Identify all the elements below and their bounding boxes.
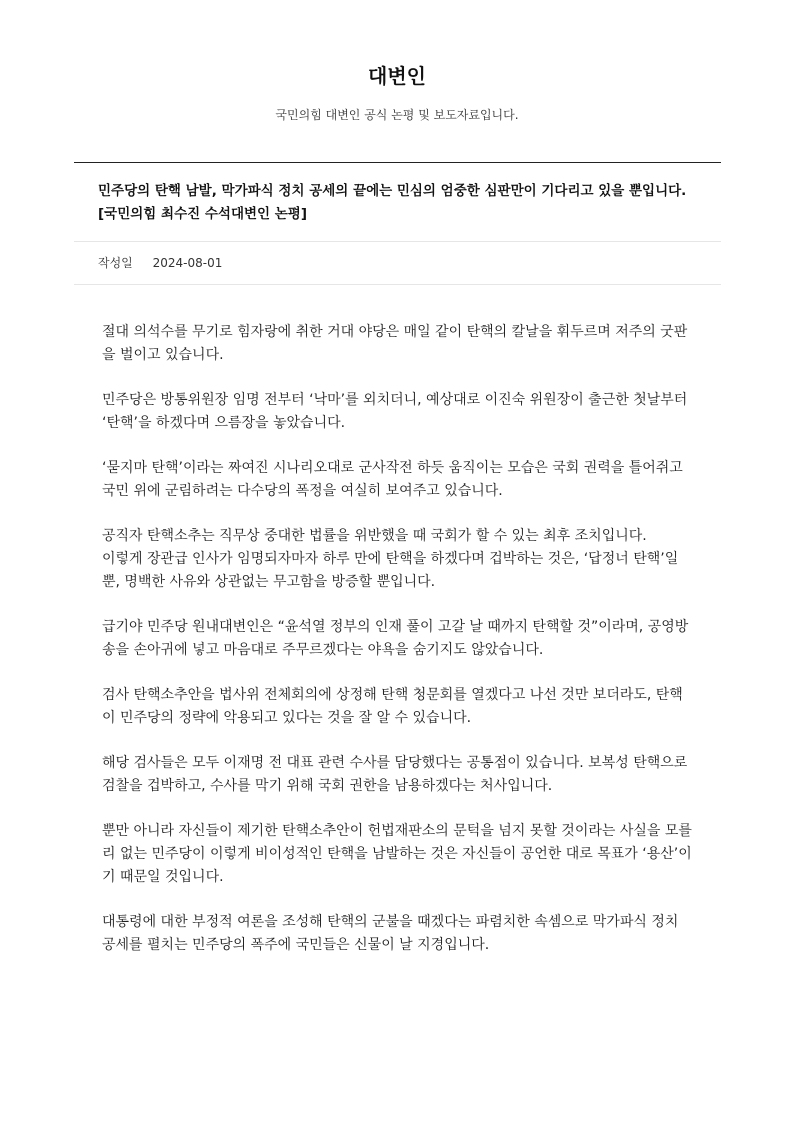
paragraph-text: 민주당은 방통위원장 임명 전부터 ‘낙마’를 외치더니, 예상대로 이진숙 위원장이 출근한 첫날부터 ‘탄핵’을 하겠다며 으름장을 놓았습니다. [102,392,688,431]
date-label: 작성일 [98,256,133,270]
paragraph-text: 뿐만 아니라 자신들이 제기한 탄핵소추안이 헌법재판소의 문턱을 넘지 못할 것이라는 사실을 모를 리 없는 민주당이 이렇게 비이성적인 탄핵을 남발하는 것은 자신들이 공언한 대로 목표가 ‘용산’이기 때문일 것입니다. [102,823,692,885]
page-title: 대변인 [368,64,426,88]
paragraph-text: 해당 검사들은 모두 이재명 전 대표 관련 수사를 담당했다는 공통점이 있습니다. 보복성 탄핵으로 검찰을 겁박하고, 수사를 막기 위해 국회 권한을 남용하겠다는 처사입니다. [102,755,688,794]
paragraph-text: 이렇게 장관급 인사가 임명되자마자 하루 만에 탄핵을 하겠다며 겁박하는 것은, ‘답정너 탄핵’일뿐, 명백한 사유와 상관없는 무고함을 방증할 뿐입니다. [102,551,679,590]
article-title: 민주당의 탄핵 남발, 막가파식 정치 공세의 끝에는 민심의 엄중한 심판만이 기다리고 있을 뿐입니다. [국민의힘 최수진 수석대변인 논평] [98,183,687,222]
article-meta [74,242,721,284]
paragraph [102,752,693,798]
date-value: 2024-08-01 [152,256,223,270]
paragraph-text: 대통령에 대한 부정적 여론을 조성해 탄핵의 군불을 때겠다는 파렴치한 속셈으로 막가파식 정치 공세를 펼치는 민주당의 폭주에 국민들은 신물이 날 지경입니다. [102,914,679,953]
paragraph [102,911,693,957]
paragraph-text: 절대 의석수를 무기로 힘자랑에 취한 거대 야당은 매일 같이 탄핵의 칼날을 휘두르며 저주의 굿판을 벌이고 있습니다. [102,324,688,363]
page-header [0,0,794,124]
paragraph [102,616,693,662]
paragraph-text: 급기야 민주당 원내대변인은 “윤석열 정부의 인재 풀이 고갈 날 때까지 탄핵할 것”이라며, 공영방송을 손아귀에 넣고 마음대로 주무르겠다는 야욕을 숨기지도 않았습니다. [102,619,689,658]
paragraph-text: 검사 탄핵소추안을 법사위 전체회의에 상정해 탄핵 청문회를 열겠다고 나선 것만 보더라도, 탄핵이 민주당의 정략에 악용되고 있다는 것을 잘 알 수 있습니다. [102,687,683,726]
article [74,162,721,979]
paragraph [102,684,693,730]
article-body [74,285,721,957]
paragraph [102,525,693,594]
page-description: 국민의힘 대변인 공식 논평 및 보도자료입니다. [275,108,519,122]
paragraph [102,389,693,435]
paragraph-text: 공직자 탄핵소추는 직무상 중대한 법률을 위반했을 때 국회가 할 수 있는 최후 조치입니다. [102,528,647,544]
paragraph [102,820,693,889]
paragraph [102,321,693,367]
paragraph-text: ‘묻지마 탄핵’이라는 짜여진 시나리오대로 군사작전 하듯 움직이는 모습은 국회 권력을 틀어쥐고 국민 위에 군림하려는 다수당의 폭정을 여실히 보여주고 있습니다. [102,460,683,499]
paragraph [102,457,693,503]
